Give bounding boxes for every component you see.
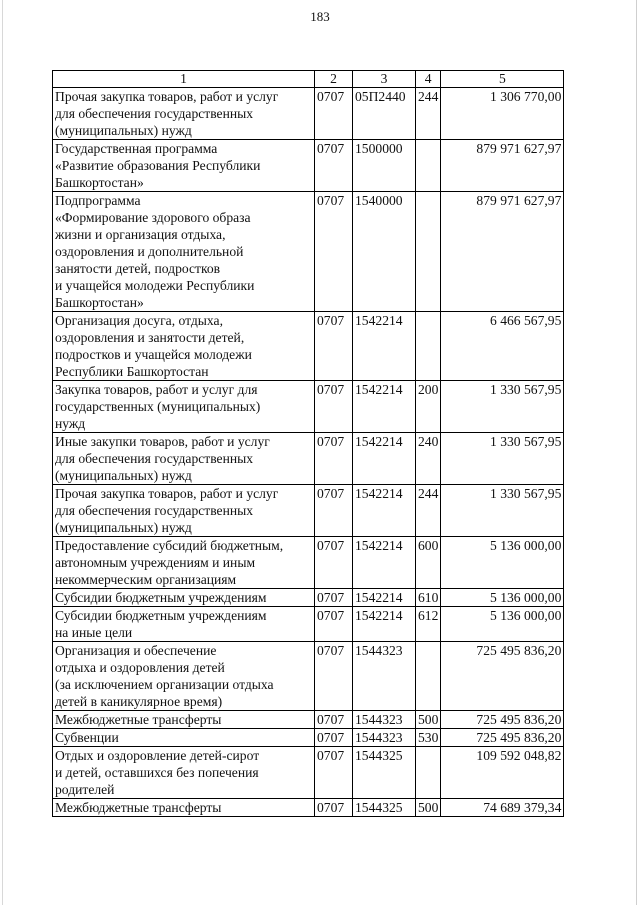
row-name-cell: Прочая закупка товаров, работ и услуг для обеспечения государственных (муниципальных) нужд bbox=[53, 88, 315, 140]
table-row bbox=[53, 799, 564, 817]
table-body bbox=[53, 88, 564, 817]
row-target-cell: 1544323 bbox=[353, 642, 416, 711]
row-section-cell: 0707 bbox=[315, 729, 353, 747]
row-target-cell: 1544323 bbox=[353, 711, 416, 729]
row-type-cell bbox=[416, 140, 441, 192]
row-amount-cell: 5 136 000,00 bbox=[441, 607, 564, 642]
row-amount-cell: 1 330 567,95 bbox=[441, 433, 564, 485]
row-section-cell: 0707 bbox=[315, 88, 353, 140]
row-section-cell: 0707 bbox=[315, 192, 353, 312]
row-type-cell bbox=[416, 747, 441, 799]
row-amount-cell: 725 495 836,20 bbox=[441, 711, 564, 729]
row-amount-cell: 6 466 567,95 bbox=[441, 312, 564, 381]
row-name-cell: Подпрограмма «Формирование здорового образа жизни и организация отдыха, оздоровления и дополнительной занятости детей, подростков и учащейся молодежи Республики Башкортостан» bbox=[53, 192, 315, 312]
row-target-cell: 1542214 bbox=[353, 433, 416, 485]
header-col-1: 1 bbox=[53, 71, 315, 88]
row-section-cell: 0707 bbox=[315, 140, 353, 192]
row-section-cell: 0707 bbox=[315, 381, 353, 433]
row-target-cell: 1542214 bbox=[353, 537, 416, 589]
row-section-cell: 0707 bbox=[315, 589, 353, 607]
row-amount-cell: 1 330 567,95 bbox=[441, 381, 564, 433]
header-row bbox=[53, 71, 564, 88]
row-amount-cell: 879 971 627,97 bbox=[441, 140, 564, 192]
table-row bbox=[53, 485, 564, 537]
row-section-cell: 0707 bbox=[315, 485, 353, 537]
row-type-cell: 240 bbox=[416, 433, 441, 485]
row-name-cell: Межбюджетные трансферты bbox=[53, 711, 315, 729]
row-amount-cell: 1 306 770,00 bbox=[441, 88, 564, 140]
table-row bbox=[53, 192, 564, 312]
row-amount-cell: 725 495 836,20 bbox=[441, 642, 564, 711]
row-amount-cell: 5 136 000,00 bbox=[441, 537, 564, 589]
table-row bbox=[53, 312, 564, 381]
row-type-cell: 612 bbox=[416, 607, 441, 642]
row-amount-cell: 74 689 379,34 bbox=[441, 799, 564, 817]
row-target-cell: 1500000 bbox=[353, 140, 416, 192]
row-section-cell: 0707 bbox=[315, 537, 353, 589]
row-amount-cell: 1 330 567,95 bbox=[441, 485, 564, 537]
row-type-cell: 244 bbox=[416, 88, 441, 140]
row-target-cell: 1540000 bbox=[353, 192, 416, 312]
row-type-cell: 600 bbox=[416, 537, 441, 589]
row-amount-cell: 725 495 836,20 bbox=[441, 729, 564, 747]
row-type-cell: 200 bbox=[416, 381, 441, 433]
row-name-cell: Иные закупки товаров, работ и услуг для обеспечения государственных (муниципальных) нужд bbox=[53, 433, 315, 485]
table-row bbox=[53, 711, 564, 729]
row-name-cell: Закупка товаров, работ и услуг для государственных (муниципальных) нужд bbox=[53, 381, 315, 433]
row-section-cell: 0707 bbox=[315, 642, 353, 711]
row-name-cell: Прочая закупка товаров, работ и услуг для обеспечения государственных (муниципальных) нужд bbox=[53, 485, 315, 537]
row-target-cell: 1542214 bbox=[353, 381, 416, 433]
header-col-4: 4 bbox=[416, 71, 441, 88]
header-col-2: 2 bbox=[315, 71, 353, 88]
row-target-cell: 1544325 bbox=[353, 747, 416, 799]
row-name-cell: Субсидии бюджетным учреждениям на иные цели bbox=[53, 607, 315, 642]
row-type-cell bbox=[416, 312, 441, 381]
row-type-cell bbox=[416, 192, 441, 312]
table-row bbox=[53, 381, 564, 433]
row-type-cell: 530 bbox=[416, 729, 441, 747]
row-target-cell: 1542214 bbox=[353, 607, 416, 642]
table-row bbox=[53, 140, 564, 192]
table-row bbox=[53, 537, 564, 589]
row-section-cell: 0707 bbox=[315, 607, 353, 642]
row-target-cell: 1544323 bbox=[353, 729, 416, 747]
row-type-cell: 500 bbox=[416, 799, 441, 817]
row-section-cell: 0707 bbox=[315, 433, 353, 485]
row-name-cell: Субвенции bbox=[53, 729, 315, 747]
row-target-cell: 05П2440 bbox=[353, 88, 416, 140]
row-amount-cell: 879 971 627,97 bbox=[441, 192, 564, 312]
budget-table bbox=[52, 70, 564, 817]
row-name-cell: Предоставление субсидий бюджетным, автономным учреждениям и иным некоммерческим организациям bbox=[53, 537, 315, 589]
row-amount-cell: 5 136 000,00 bbox=[441, 589, 564, 607]
table-header bbox=[53, 71, 564, 88]
row-name-cell: Межбюджетные трансферты bbox=[53, 799, 315, 817]
table-row bbox=[53, 729, 564, 747]
table-row bbox=[53, 433, 564, 485]
row-type-cell bbox=[416, 642, 441, 711]
row-name-cell: Организация и обеспечение отдыха и оздоровления детей (за исключением организации отдыха детей в каникулярное время) bbox=[53, 642, 315, 711]
header-col-3: 3 bbox=[353, 71, 416, 88]
row-section-cell: 0707 bbox=[315, 711, 353, 729]
row-name-cell: Государственная программа «Развитие образования Республики Башкортостан» bbox=[53, 140, 315, 192]
row-type-cell: 610 bbox=[416, 589, 441, 607]
row-name-cell: Организация досуга, отдыха, оздоровления и занятости детей, подростков и учащейся молодежи Республики Башкортостан bbox=[53, 312, 315, 381]
table-row bbox=[53, 642, 564, 711]
scan-edge-right bbox=[636, 0, 637, 905]
row-type-cell: 244 bbox=[416, 485, 441, 537]
table-row bbox=[53, 747, 564, 799]
table-row bbox=[53, 589, 564, 607]
header-col-5: 5 bbox=[441, 71, 564, 88]
row-name-cell: Субсидии бюджетным учреждениям bbox=[53, 589, 315, 607]
row-amount-cell: 109 592 048,82 bbox=[441, 747, 564, 799]
table-row bbox=[53, 88, 564, 140]
row-target-cell: 1542214 bbox=[353, 589, 416, 607]
row-target-cell: 1544325 bbox=[353, 799, 416, 817]
row-target-cell: 1542214 bbox=[353, 312, 416, 381]
scan-edge-left bbox=[2, 0, 3, 905]
table-row bbox=[53, 607, 564, 642]
row-section-cell: 0707 bbox=[315, 312, 353, 381]
row-type-cell: 500 bbox=[416, 711, 441, 729]
row-target-cell: 1542214 bbox=[353, 485, 416, 537]
row-section-cell: 0707 bbox=[315, 799, 353, 817]
page-number: 183 bbox=[310, 9, 330, 24]
row-section-cell: 0707 bbox=[315, 747, 353, 799]
row-name-cell: Отдых и оздоровление детей-сирот и детей, оставшихся без попечения родителей bbox=[53, 747, 315, 799]
